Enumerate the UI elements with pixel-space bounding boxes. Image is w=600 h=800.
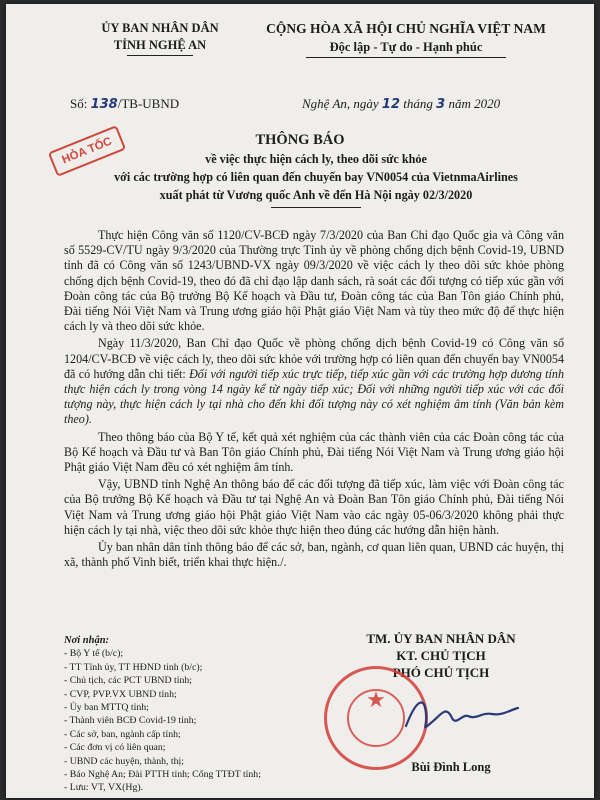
paragraph-2-text: Ngày 11/3/2020, Ban Chỉ đạo Quốc về phòng chống dịch bệnh Covid-19 có Công văn số 1204/CV-BCĐ về việc cách ly, theo dõi sức khỏe với trường hợp có liên quan đến chuyến bay VN0054 đã có hướng dẫn chi tiết:: [64, 336, 564, 381]
recipient-item: - Bộ Y tế (b/c);: [64, 648, 124, 660]
body-paragraph-3: Theo thông báo của Bộ Y tế, kết quả xét nghiệm của các thành viên của các Đoàn công tác của Bộ Kế hoạch và Đầu tư và Ban Tôn giáo Chính phủ, Đài tiếng Nói Việt Nam và Trung ương giáo hội Phật giáo Việt Nam đều có xét nghiệm âm tính.: [64, 429, 564, 475]
signature-block: [306, 630, 576, 681]
authority-underline: [127, 55, 193, 56]
document-subject: [86, 150, 546, 208]
recipient-item: - Thành viên BCĐ Covid-19 tỉnh;: [64, 715, 197, 727]
recipient-item: - CVP, PVP.VX UBND tỉnh;: [64, 688, 177, 700]
date-month-label: tháng: [403, 96, 433, 111]
recipient-item: - Báo Nghệ An; Đài PTTH tỉnh; Cổng TTĐT tỉnh;: [64, 769, 261, 781]
subject-line-1: về việc thực hiện cách ly, theo dõi sức khỏe: [205, 152, 427, 166]
subject-line-3: xuất phát từ Vương quốc Anh về đến Hà Nội ngày 02/3/2020: [159, 188, 473, 202]
recipient-item: - Các sở, ban, ngành cấp tỉnh;: [64, 728, 181, 740]
authority-line-1: ỦY BAN NHÂN DÂN: [101, 21, 219, 35]
recipients-list: [64, 634, 304, 795]
nation-name: CỘNG HÒA XÃ HỘI CHỦ NGHĨA VIỆT NAM: [266, 21, 546, 36]
recipient-item: - Các đơn vị có liên quan;: [64, 742, 166, 754]
recipient-item: - Lưu: VT, VX(Hg).: [64, 782, 144, 794]
body-paragraph-5: Ủy ban nhân dân tỉnh thông báo để các sở, ban, ngành, cơ quan liên quan, UBND các huyện, thị xã, thành phố Vinh biết, triển khai thực hiện./.: [64, 540, 564, 570]
national-heading: [256, 20, 556, 58]
document-page: [6, 4, 594, 798]
national-motto: Độc lập - Tự do - Hạnh phúc: [329, 40, 483, 54]
seal-star-icon: ★: [366, 687, 386, 712]
body-paragraph-1: Thực hiện Công văn số 1120/CV-BCĐ ngày 7/3/2020 của Ban Chỉ đạo Quốc gia và Công văn số 5529-CV/TU ngày 9/3/2020 của Thường trực Tỉnh ủy về phòng chống dịch bệnh Covid-19, UBND tỉnh đã có Công văn số 1243/UBND-VX ngày 09/3/2020 về việc cách ly theo dõi sức khỏe phòng chống dịch bệnh Covid-19, theo đó đã chỉ đạo lập danh sách, rà soát các đối tượng có tiếp xúc gần với Đoàn công tác của Bộ trưởng Bộ Kế hoạch và Đầu tư, Đoàn công tác của Ban Tôn giáo Chính phủ, Đài tiếng Nói Việt Nam và Trung ương giáo hội Phật giáo Việt Nam và tùy theo mức độ để thực hiện cách ly và theo dõi sức khỏe.: [64, 228, 564, 334]
recipient-item: - Chủ tịch, các PCT UBND tỉnh;: [64, 675, 192, 687]
date-year: năm 2020: [448, 96, 501, 111]
handwritten-signature: [402, 692, 522, 736]
body-paragraph-2: [64, 336, 564, 427]
signer-name: Bùi Đình Long: [411, 760, 491, 774]
date-month: 3: [436, 97, 446, 112]
recipient-item: - TT Tỉnh ủy, TT HĐND tỉnh (b/c);: [64, 661, 203, 673]
doc-number-handwritten: 138: [90, 97, 118, 112]
signature-line-3: PHÓ CHỦ TỊCH: [392, 665, 490, 680]
subject-line-2: với các trường hợp có liên quan đến chuyến bay VN0054 của VietnmaAirlines: [114, 170, 518, 184]
urgent-stamp: HỎA TỐC: [48, 125, 126, 177]
document-number: [70, 96, 179, 112]
date-day: 12: [381, 97, 401, 112]
paragraph-2-guidance: Đối với người tiếp xúc trực tiếp, tiếp xúc gần với các trường hợp dương tính thực hiện cách ly trong vòng 14 ngày kể từ ngày tiếp xúc; Đối với những người tiếp xúc với các đối tượng này, thực hiện cách ly tại nhà cho đến khi đối tượng này có xét nghiệm âm tính (Văn bản kèm theo).: [64, 366, 564, 427]
issuing-authority: [70, 20, 250, 56]
signature-line-2: KT. CHỦ TỊCH: [396, 648, 486, 663]
date-place: Nghệ An, ngày: [302, 96, 379, 111]
authority-line-2: TỈNH NGHỆ AN: [113, 38, 207, 52]
recipient-item: - UBND các huyện, thành, thị;: [64, 755, 184, 767]
signature-line-1: TM. ỦY BAN NHÂN DÂN: [366, 631, 516, 646]
motto-underline: [306, 57, 506, 58]
document-body: [64, 228, 564, 572]
subject-underline: [271, 207, 361, 208]
body-paragraph-4: Vậy, UBND tỉnh Nghệ An thông báo để các đối tượng đã tiếp xúc, làm việc với Đoàn công tác của Bộ trưởng Bộ Kế hoạch và Đầu tư tại Nghệ An và Đoàn Ban Tôn giáo Chính phủ, Đài tiếng Nói Việt Nam và Trung ương giáo hội Phật giáo Việt Nam vào các ngày 05-06/3/2020 không phải thực hiện cách ly tại nhà, việc theo dõi sức khỏe thực hiện theo đúng các hướng dẫn hiện hành.: [64, 477, 564, 537]
recipient-item: - Ủy ban MTTQ tỉnh;: [64, 702, 149, 714]
doc-number-prefix: Số:: [70, 96, 88, 111]
issue-date: [302, 96, 500, 112]
recipients-label: Nơi nhận:: [64, 635, 110, 646]
doc-number-suffix: /TB-UBND: [117, 96, 180, 111]
document-title: THÔNG BÁO: [255, 132, 345, 148]
